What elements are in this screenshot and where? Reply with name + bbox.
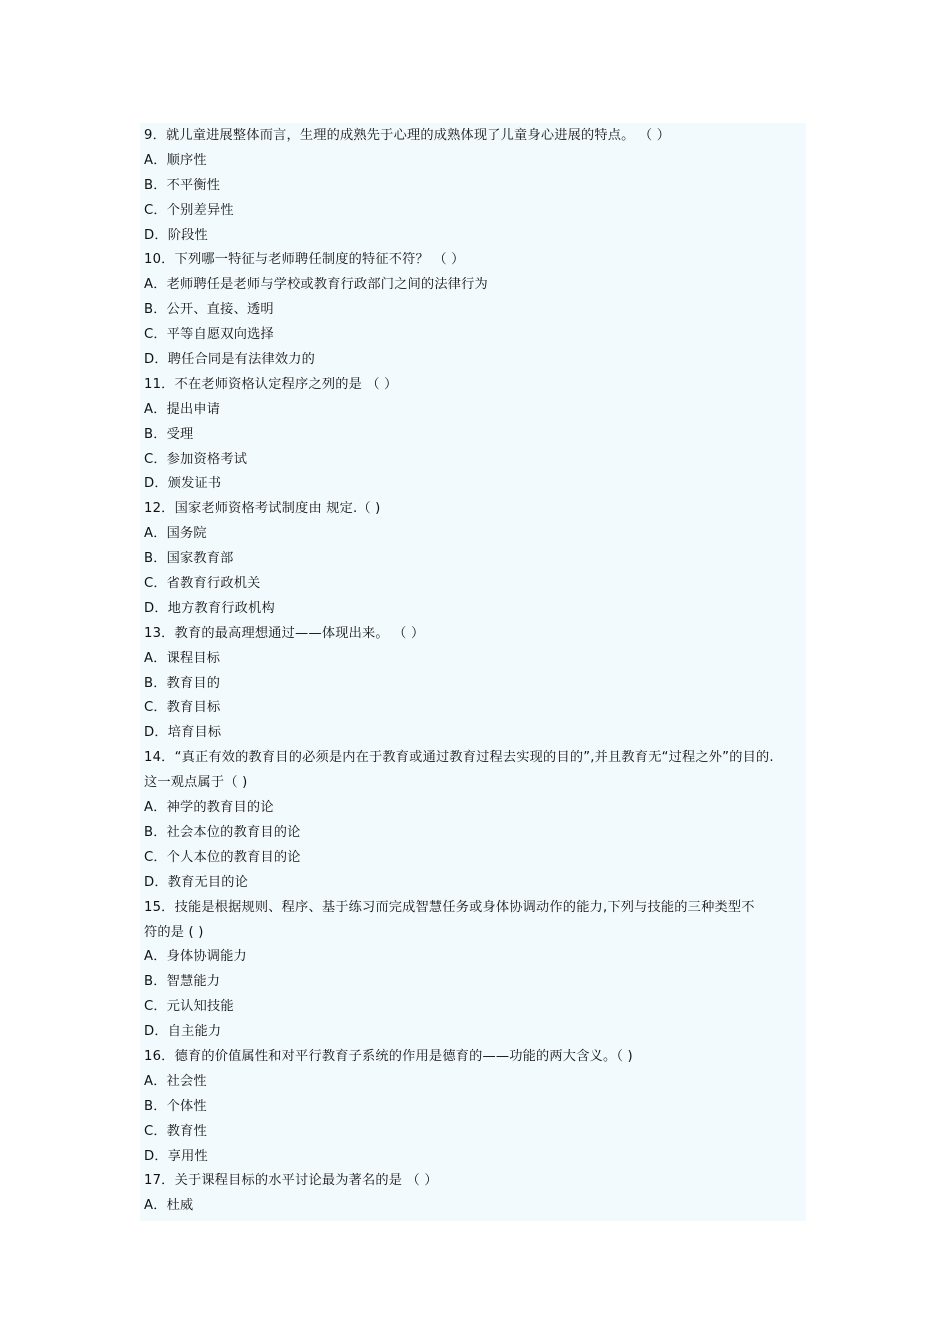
question-stem: 11．不在老师资格认定程序之列的是 （ ） (144, 376, 398, 392)
answer-option: D．聘任合同是有法律效力的 (144, 352, 316, 368)
answer-option: C．教育目标 (144, 700, 221, 716)
answer-option: A．社会性 (144, 1073, 207, 1089)
answer-option: B．国家教育部 (144, 551, 234, 567)
answer-option: B．受理 (144, 426, 194, 442)
question-stem: 17．关于课程目标的水平讨论最为著名的是 （ ） (144, 1173, 438, 1189)
question-stem: 14．“真正有效的教育目的必须是内在于教育或通过教育过程去实现的目的”,并且教育无“过程之外”的目的. (144, 750, 774, 766)
answer-option: C．元认知技能 (144, 999, 234, 1015)
answer-option: C．个别差异性 (144, 202, 234, 218)
answer-option: C．个人本位的教育目的论 (144, 849, 301, 865)
answer-option: B．不平衡性 (144, 177, 221, 193)
question-stem: 15．技能是根据规则、程序、基于练习而完成智慧任务或身体协调动作的能力,下列与技能的三种类型不 (144, 899, 755, 915)
answer-option: C．省教育行政机关 (144, 576, 261, 592)
question-stem: 12．国家老师资格考试制度由 规定.（ ) (144, 501, 381, 517)
question-block (144, 1169, 808, 1219)
answer-option: C．平等自愿双向选择 (144, 327, 274, 343)
answer-option: D．阶段性 (144, 227, 208, 243)
question-stem: 13．教育的最高理想通过——体现出来。 （ ） (144, 625, 425, 641)
answer-option: A．身体协调能力 (144, 949, 247, 965)
question-block (144, 124, 808, 248)
answer-option: B．公开、直接、透明 (144, 302, 274, 318)
question-block (144, 373, 808, 497)
question-block (144, 248, 808, 372)
question-list (144, 124, 808, 1219)
question-stem: 9．就儿童进展整体而言，生理的成熟先于心理的成熟体现了儿童身心进展的特点。 （ ） (144, 128, 671, 143)
answer-option: C．参加资格考试 (144, 451, 248, 467)
answer-option: B．教育目的 (144, 675, 221, 691)
answer-option: D．地方教育行政机构 (144, 600, 275, 616)
question-stem: 符的是 ( ) (144, 924, 204, 940)
answer-option: A．顺序性 (144, 152, 207, 168)
question-stem: 这一观点属于（ ) (144, 775, 248, 791)
answer-option: A．杜威 (144, 1198, 194, 1214)
answer-option: D．颁发证书 (144, 476, 222, 492)
answer-option: A．神学的教育目的论 (144, 800, 274, 816)
answer-option: A．老师聘任是老师与学校或教育行政部门之间的法律行为 (144, 277, 488, 293)
answer-option: B．智慧能力 (144, 974, 221, 990)
answer-option: B．社会本位的教育目的论 (144, 824, 301, 840)
answer-option: D．教育无目的论 (144, 874, 249, 890)
question-block (144, 497, 808, 621)
question-stem: 16．德育的价值属性和对平行教育子系统的作用是德育的——功能的两大含义。（ ) (144, 1048, 633, 1064)
question-block (144, 896, 808, 1045)
question-block (144, 1045, 808, 1169)
question-stem: 10．下列哪一特征与老师聘任制度的特征不符？ （ ） (144, 252, 465, 268)
answer-option: A．课程目标 (144, 650, 221, 666)
answer-option: A．国务院 (144, 526, 207, 542)
question-block (144, 746, 808, 895)
answer-option: D．自主能力 (144, 1024, 222, 1040)
answer-option: C．教育性 (144, 1123, 207, 1139)
answer-option: D．培育目标 (144, 725, 222, 741)
answer-option: D．享用性 (144, 1148, 208, 1164)
question-block (144, 622, 808, 746)
answer-option: B．个体性 (144, 1098, 207, 1114)
answer-option: A．提出申请 (144, 401, 221, 417)
